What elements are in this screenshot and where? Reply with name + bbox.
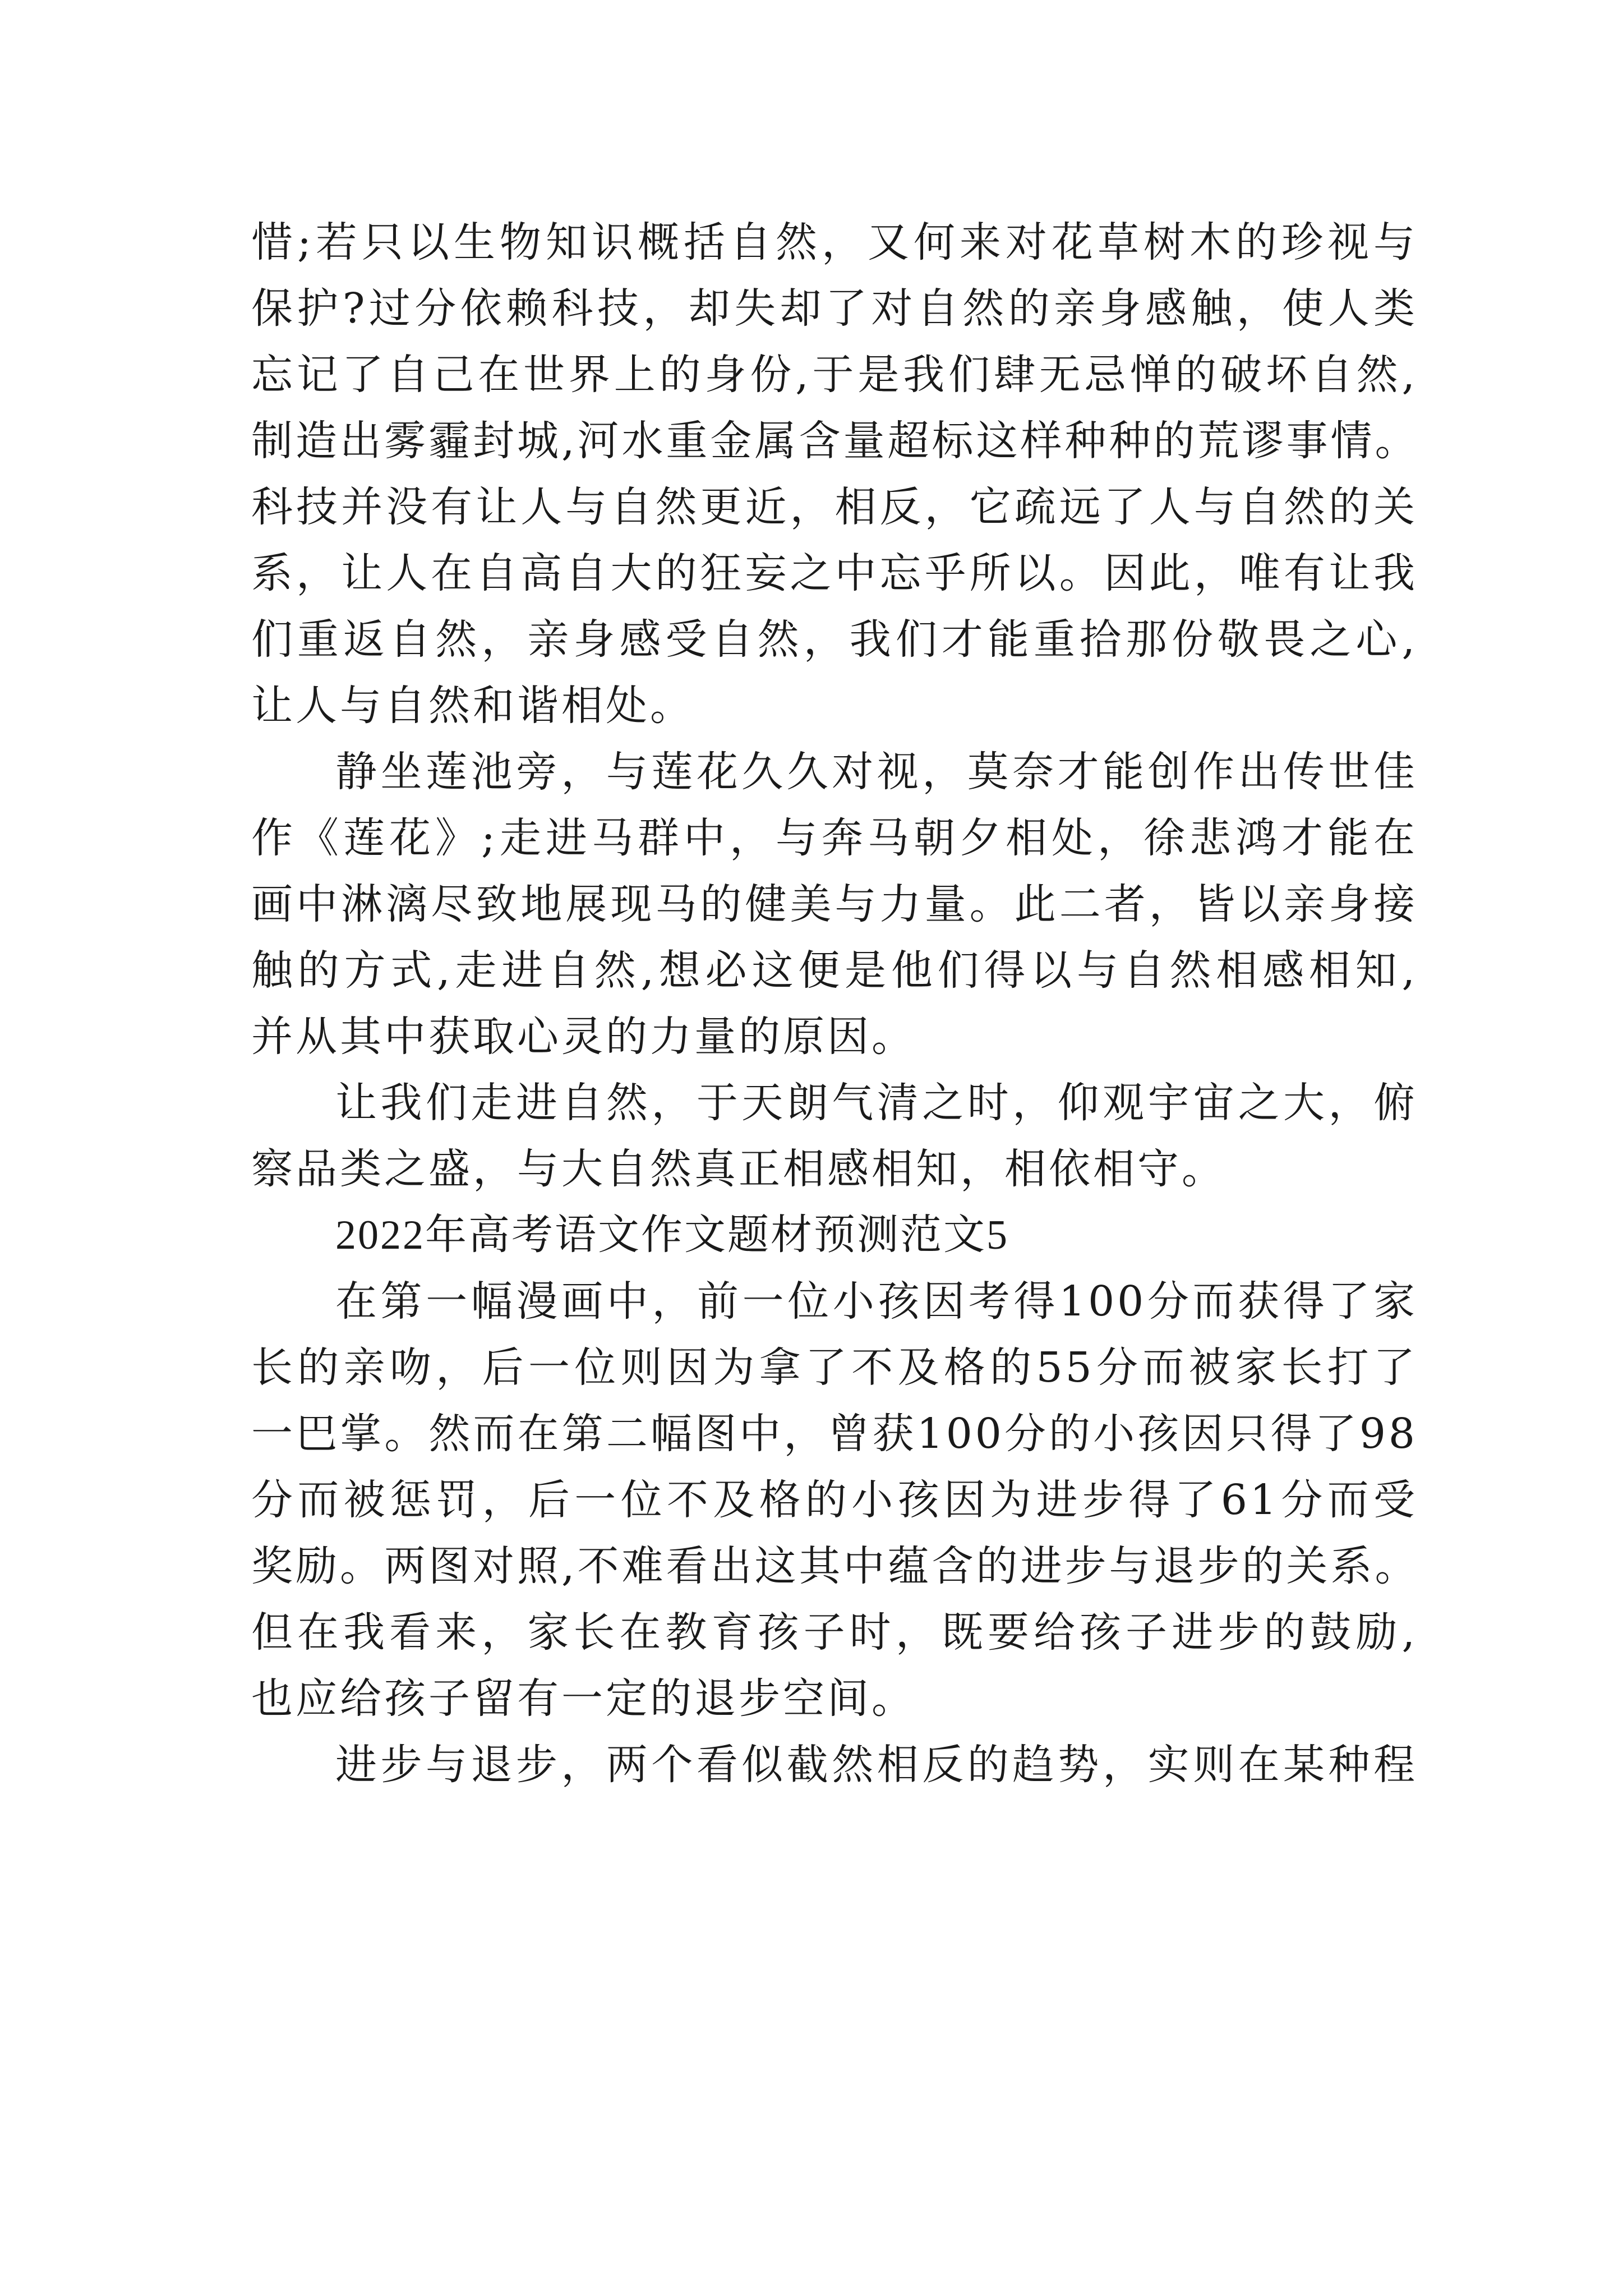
- paragraph-line: 画中淋漓尽致地展现马的健美与力量。此二者，皆以亲身接: [251, 880, 1418, 928]
- paragraph-line: 保护?过分依赖科技，却失却了对自然的亲身感触，使人类: [251, 284, 1418, 333]
- paragraph-line: 也应给孩子留有一定的退步空间。: [251, 1674, 916, 1723]
- paragraph-line: 制造出雾霾封城,河水重金属含量超标这样种种的荒谬事情。: [251, 417, 1419, 465]
- paragraph-line: 忘记了自己在世界上的身份,于是我们肆无忌惮的破坏自然,: [251, 351, 1418, 399]
- paragraph-line: 科技并没有让人与自然更近，相反，它疏远了人与自然的关: [251, 483, 1418, 531]
- paragraph-line: 但在我看来，家长在教育孩子时，既要给孩子进步的鼓励,: [251, 1608, 1418, 1657]
- paragraph-line: 触的方式,走进自然,想必这便是他们得以与自然相感相知,: [251, 946, 1418, 995]
- paragraph-line: 系，让人在自高自大的狂妄之中忘乎所以。因此，唯有让我: [251, 549, 1418, 597]
- paragraph-line: 进步与退步，两个看似截然相反的趋势，实则在某种程: [335, 1741, 1418, 1789]
- paragraph-line: 在第一幅漫画中，前一位小孩因考得100分而获得了家: [335, 1277, 1418, 1326]
- paragraph-line: 察品类之盛，与大自然真正相感相知，相依相守。: [251, 1145, 1226, 1193]
- section-heading: 2022年高考语文作文题材预测范文5: [335, 1212, 1009, 1258]
- paragraph-line: 一巴掌。然而在第二幅图中，曾获100分的小孩因只得了98: [251, 1410, 1418, 1458]
- paragraph-line: 让人与自然和谐相处。: [251, 682, 694, 730]
- paragraph-line: 分而被惩罚，后一位不及格的小孩因为进步得了61分而受: [251, 1476, 1418, 1524]
- paragraph-line: 让我们走进自然，于天朗气清之时，仰观宇宙之大，俯: [335, 1079, 1418, 1127]
- paragraph-line: 作《莲花》;走进马群中，与奔马朝夕相处，徐悲鸿才能在: [251, 814, 1418, 862]
- paragraph-line: 并从其中获取心灵的力量的原因。: [251, 1013, 916, 1061]
- paragraph-line: 们重返自然，亲身感受自然，我们才能重拾那份敬畏之心,: [251, 615, 1418, 664]
- paragraph-line: 静坐莲池旁，与莲花久久对视，莫奈才能创作出传世佳: [335, 748, 1418, 796]
- paragraph-line: 长的亲吻，后一位则因为拿了不及格的55分而被家长打了: [251, 1343, 1418, 1392]
- paragraph-line: 惜;若只以生物知识概括自然，又何来对花草树木的珍视与: [251, 218, 1418, 266]
- paragraph-line: 奖励。两图对照,不难看出这其中蕴含的进步与退步的关系。: [251, 1542, 1419, 1590]
